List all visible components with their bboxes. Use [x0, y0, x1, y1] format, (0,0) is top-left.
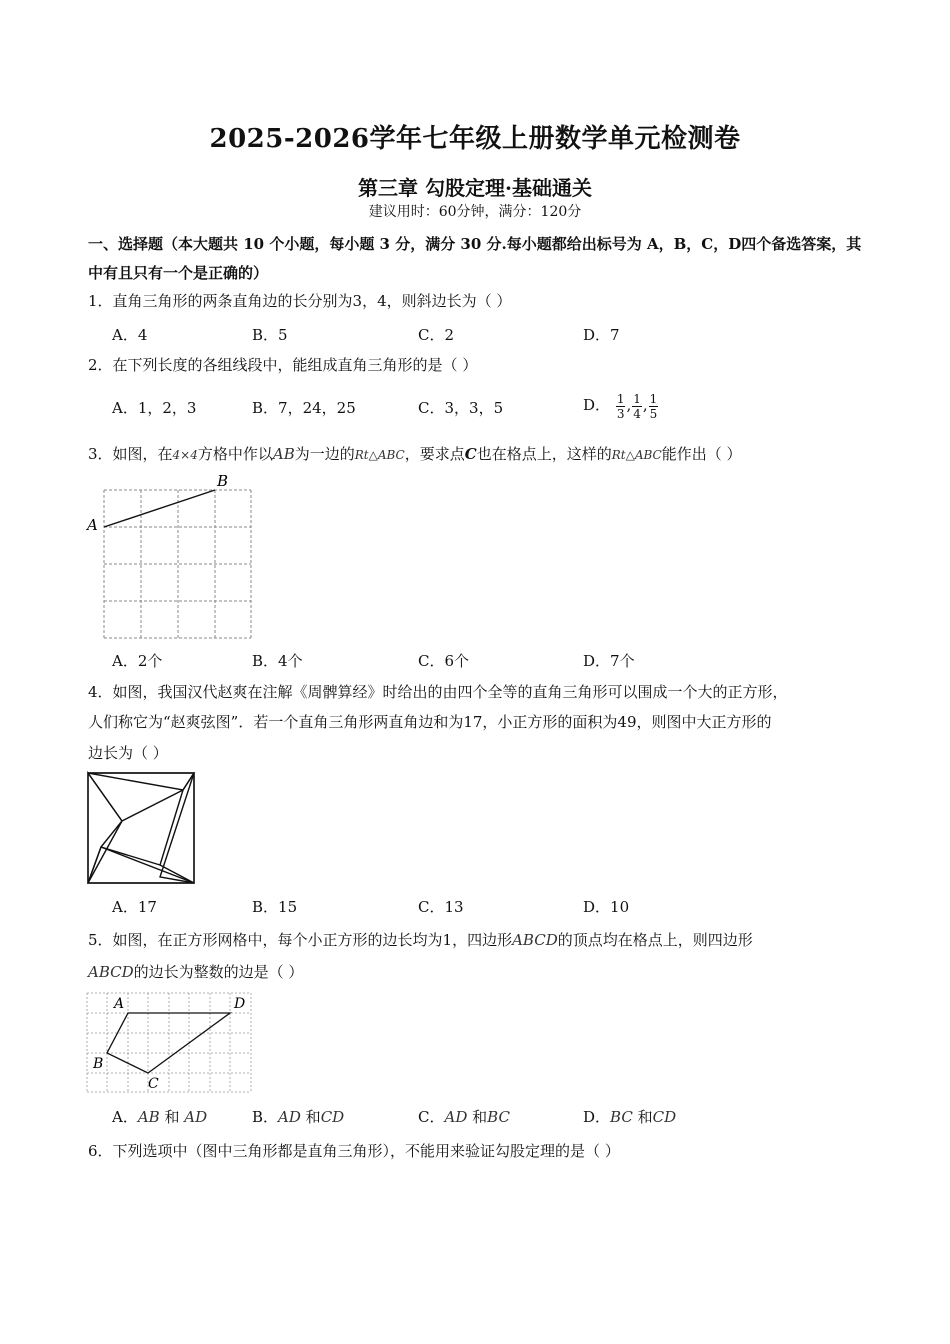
- quadrilateral-abcd: [107, 1013, 230, 1073]
- q4-option-c: C．13: [418, 898, 464, 916]
- question-2-stem: 2．在下列长度的各组线段中，能组成直角三角形的是（ ）: [88, 356, 478, 374]
- q5-option-a: A．AB 和 AD: [112, 1108, 208, 1126]
- q3-option-c: C．6个: [418, 652, 470, 670]
- q3-option-a: A．2个: [112, 652, 163, 670]
- q4-option-d: D．10: [583, 898, 630, 916]
- segment-ab: [104, 490, 215, 527]
- label-a: A: [87, 516, 98, 534]
- q5-option-c: C．AD 和BC: [418, 1108, 510, 1126]
- q5-option-b: B．AD 和CD: [252, 1108, 345, 1126]
- triangle-bottom: [88, 847, 194, 883]
- page-title: 2025-2026学年七年级上册数学单元检测卷: [209, 124, 741, 154]
- q5-label-a: A: [114, 996, 125, 1012]
- q2-option-d: D． $\frac{1}{3}$ , $\frac{1}{4}$ , $\frac{1}{5}$: [583, 391, 658, 421]
- question-6-stem: 6．下列选项中（图中三角形都是直角三角形），不能用来验证勾股定理的是（ ）: [88, 1142, 620, 1160]
- question-4-line-1: 4．如图，我国汉代赵爽在注解《周髀算经》时给出的由四个全等的直角三角形可以围成一个大的正方形，: [88, 683, 788, 701]
- question-5-line-2: ABCD的边长为整数的边是（ ）: [88, 963, 304, 981]
- q1-option-d: D．7: [583, 326, 620, 344]
- label-b: B: [217, 472, 229, 490]
- zhao-shuang-diagram: [86, 771, 198, 887]
- fraction-one-fifth: $\frac{1}{5}$: [649, 391, 658, 421]
- q2-option-a: A．1，2，3: [112, 399, 197, 417]
- section-heading: 一、选择题（本大题共 10 个小题，每小题 3 分，满分 30 分.每小题都给出标号为 A，B，C，D四个备选答案，其中有且只有一个是正确的）: [88, 235, 862, 282]
- q5-option-d: D．BC 和CD: [583, 1108, 677, 1126]
- question-3-stem: 3．如图，在4×4方格中作以AB为一边的Rt△ABC，要求点C也在格点上，这样的Rt△ABC能作出（ ）: [88, 445, 742, 463]
- q3-grid-figure: [84, 470, 259, 642]
- q1-option-a: A．4: [112, 326, 148, 344]
- question-4-line-3: 边长为（ ）: [88, 744, 168, 762]
- fraction-one-fourth: $\frac{1}{4}$: [633, 391, 641, 421]
- q2-option-b: B．7，24，25: [252, 399, 356, 417]
- q5-grid-figure: [84, 990, 256, 1096]
- q1-option-c: C．2: [418, 326, 455, 344]
- q3-grid-lines: [104, 490, 251, 638]
- q2-option-c: C．3，3，5: [418, 399, 504, 417]
- fraction-one-third: $\frac{1}{3}$: [616, 391, 625, 421]
- q5-label-c: C: [148, 1076, 159, 1092]
- question-5-line-1: 5．如图，在正方形网格中，每个小正方形的边长均为1，四边形ABCD的顶点均在格点上，则四边形: [88, 931, 753, 949]
- q3-option-d: D．7个: [583, 652, 635, 670]
- q5-label-b: B: [93, 1056, 104, 1072]
- q5-grid-lines: [87, 993, 251, 1092]
- q1-option-b: B．5: [252, 326, 288, 344]
- question-1-stem: 1．直角三角形的两条直角边的长分别为3，4，则斜边长为（ ）: [88, 292, 512, 310]
- q4-option-b: B．15: [252, 898, 298, 916]
- q5-label-d: D: [234, 996, 246, 1012]
- question-4-line-2: 人们称它为“赵爽弦图”．若一个直角三角形两直角边和为17，小正方形的面积为49，则图中大正方形的: [88, 713, 772, 731]
- q4-option-a: A．17: [112, 898, 157, 916]
- chapter-subtitle: 第三章 勾股定理·基础通关: [358, 176, 592, 200]
- time-info: 建议用时：60分钟，满分：120分: [368, 204, 582, 220]
- q3-option-b: B．4个: [252, 652, 303, 670]
- triangle-top: [88, 773, 194, 790]
